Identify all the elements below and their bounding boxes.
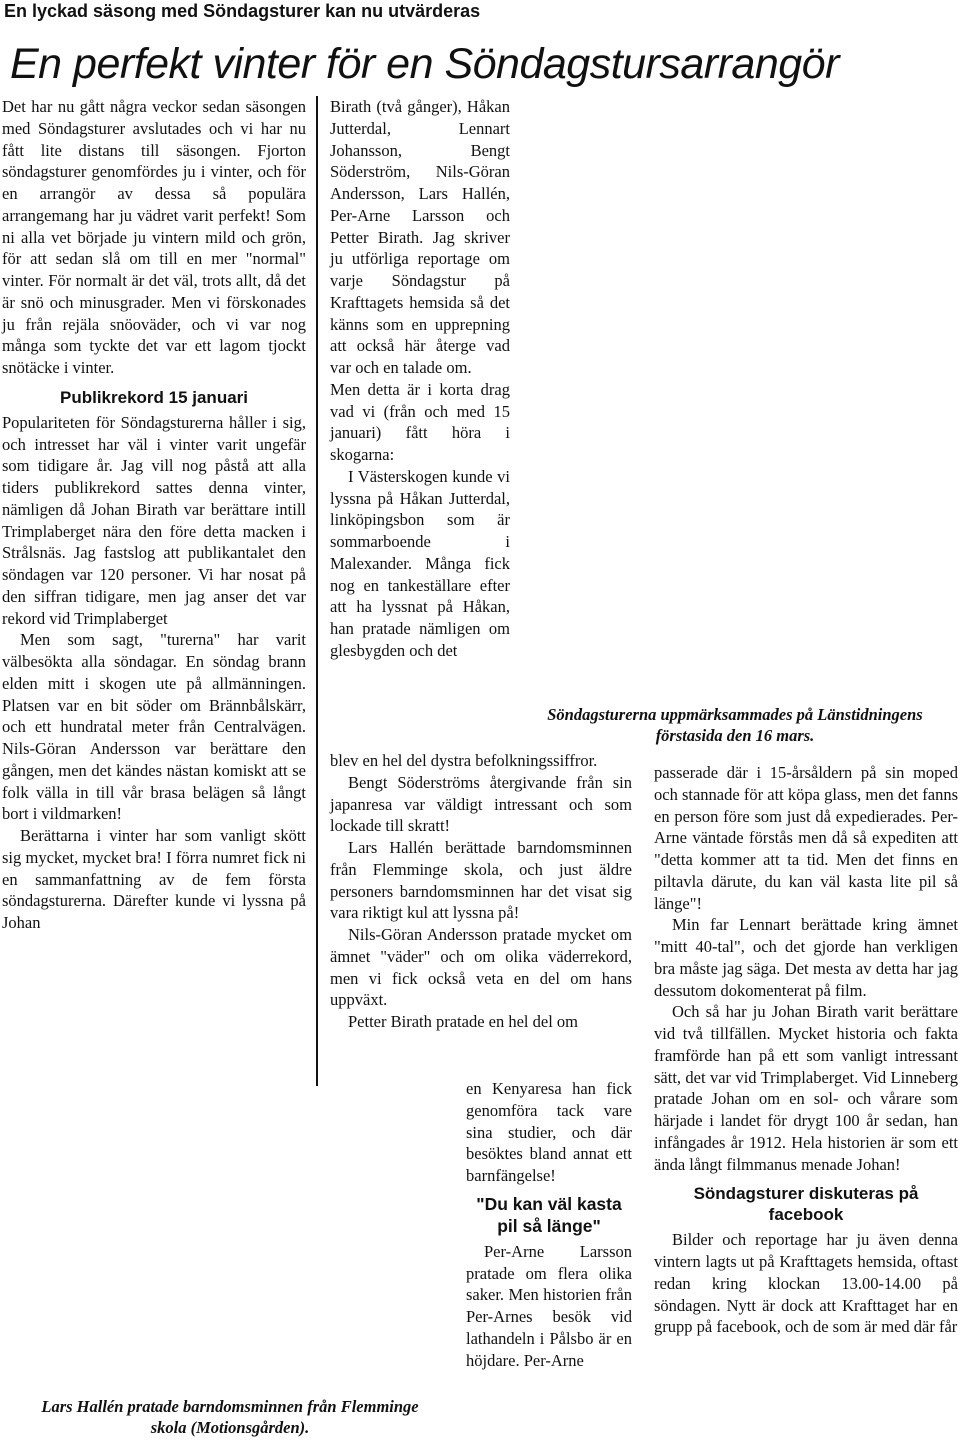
paragraph: Bengt Söderströms återgivande från sin japanresa var väldigt intressant och som lockade till skratt!	[330, 772, 632, 836]
paragraph: Petter Birath pratade en hel del om	[348, 1012, 579, 1031]
article-column-2-bottom	[466, 1078, 632, 1371]
paragraph: Men som sagt, "turerna" har varit välbesökta alla söndagar. En söndag brann elden mitt i skogen ute på allmänningen. Platsen var en bit söder om Brännbålskärr, och ett hundratal meter från Centralvägen. Nils-Göran Andersson var berättare den gången, men det kändes nästan komiskt att se folk välla in till vår brasa belägen så långt bort i vildmarken!	[2, 630, 306, 824]
paragraph: Bilder och reportage har ju även denna vintern lagts ut på Krafttagets hemsida, oftast redan kring klockan 13.00-14.00 på söndagen. Nytt är dock att Krafttaget har en grupp på facebook, och de som är med där får	[654, 1230, 958, 1337]
paragraph: blev en hel del dystra befolkningssiffror.	[330, 751, 598, 770]
paragraph: Det har nu gått några veckor sedan säsongen med Söndagsturer avslutades och vi har nu fått lite distans till säsongen. Fjorton söndagsturer genomfördes ju i vinter, och för en arrangör av dessa så populära arrangemang har ju vädret varit perfekt! Som ni alla vet började ju vintern mild och grön, för att sedan slå om till en mer "normal" vinter. För normalt är det väl, trots allt, då det är snö och minusgrader. Men vi förskonades ju från rejäla snöoväder, och vi var nog många som tyckte det var ett lagom tjockt snötäcke i vinter.	[2, 97, 306, 377]
photo-caption-newspaper: Söndagsturerna uppmärksammades på Länstidningens förstasida den 16 mars.	[547, 705, 923, 745]
paragraph: Populariteten för Söndagsturerna håller i sig, och intresset har väl i vinter varit ungefär som tidigare år. Jag vill nog påstå att alla tiders publikrekord sattes denna vinter, nämligen då Johan Birath var berättare intill Trimplaberget nära den före detta macken i Strålsnäs. Jag fastslog att publikantalet den söndagen var 120 personer. Vi har nosat på den siffran tidigare, men jag anser det var rekord vid Trimplaberget	[2, 412, 306, 628]
column-rule	[316, 96, 318, 1086]
kicker: En lyckad säsong med Söndagsturer kan nu utvärderas	[4, 1, 481, 21]
paragraph: I Västerskogen kunde vi lyssna på Håkan Jutterdal, linköpingsbon som är sommarboende i Malexander. Många fick nog en tankeställare efter att ha lyssnat på Håkan, han pratade nämligen om glesbygden och det	[330, 466, 510, 660]
article-column-2	[330, 96, 510, 662]
article-column-2-continued	[330, 750, 632, 1033]
paragraph: passerade där i 15-årsåldern på sin moped och stannade för att köpa glass, men det fanns en person före som just då expedierades. Per-Arne väntade förstås men då så expediten att "detta kommer att ta tid. Men det finns en piltavla därute, du kan väl kasta lite pil så länge"!	[654, 763, 958, 913]
article-column-3	[654, 762, 958, 1338]
paragraph: Birath (två gånger), Håkan Jutterdal, Lennart Johansson, Bengt Söderström, Nils-Göran Andersson, Lars Hallén, Per-Arne Larsson och Petter Birath. Jag skriver ju utförliga reportage om varje Söndagstur på Krafttagets hemsida så det känns som en upprepning att också här återge vad var och en talade om.	[330, 97, 510, 377]
paragraph: Min far Lennart berättade kring ämnet "mitt 40-tal", och det gjorde han verkligen bra måste jag säga. Det mesta av detta har jag dessutom dokomenterat på film.	[654, 915, 958, 1000]
paragraph: Men detta är i korta drag vad vi (från och med 15 januari) fått höra i skogarna:	[330, 379, 510, 464]
article-column-1	[2, 96, 306, 934]
paragraph: Lars Hallén berättade barndomsminnen från Flemminge skola, och just äldre personers barndomsminnen har det visat sig vara riktigt kul att lyssna på!	[330, 838, 632, 923]
paragraph: Per-Arne Larsson pratade om flera olika saker. Men historien från Per-Arnes besök vid lathandeln i Pålsbo är en höjdare. Per-Arne	[466, 1241, 632, 1370]
paragraph: Och så har ju Johan Birath varit berättare vid två tillfällen. Mycket historia och fakta framförde han på ett som vanligt intressant sätt, det var vid Trimplaberget. Vid Linneberg pratade Johan om en sol- och vårare som härjade i landet för drygt 100 år sedan, han infångades år 1912. Hela historien är som ett ända långt filmmanus menade Johan!	[654, 1002, 958, 1174]
paragraph: en Kenyaresa han fick genomföra tack vare sina studier, och där besöktes bland annat ett barnfängelse!	[466, 1079, 632, 1185]
subheading-publikrekord: Publikrekord 15 januari	[59, 387, 248, 407]
photo-caption-lars-hallen: Lars Hallén pratade barndomsminnen från Flemminge skola (Motionsgården).	[41, 1397, 419, 1437]
subheading-facebook: Söndagsturer diskuteras på facebook	[693, 1184, 919, 1225]
paragraph: Berättarna i vinter har som vanligt skött sig mycket, mycket bra! I förra numret fick ni en sammanfattning av de fem första söndagsturerna. Därefter kunde vi lyssna på Johan	[2, 826, 306, 932]
pull-quote: "Du kan väl kasta pil så länge"	[476, 1193, 622, 1236]
headline: En perfekt vinter för en Söndagstursarrangör	[10, 40, 839, 88]
paragraph: Nils-Göran Andersson pratade mycket om ämnet "väder" och om olika väderrekord, men vi fick också veta en del om hans uppväxt.	[330, 925, 632, 1010]
